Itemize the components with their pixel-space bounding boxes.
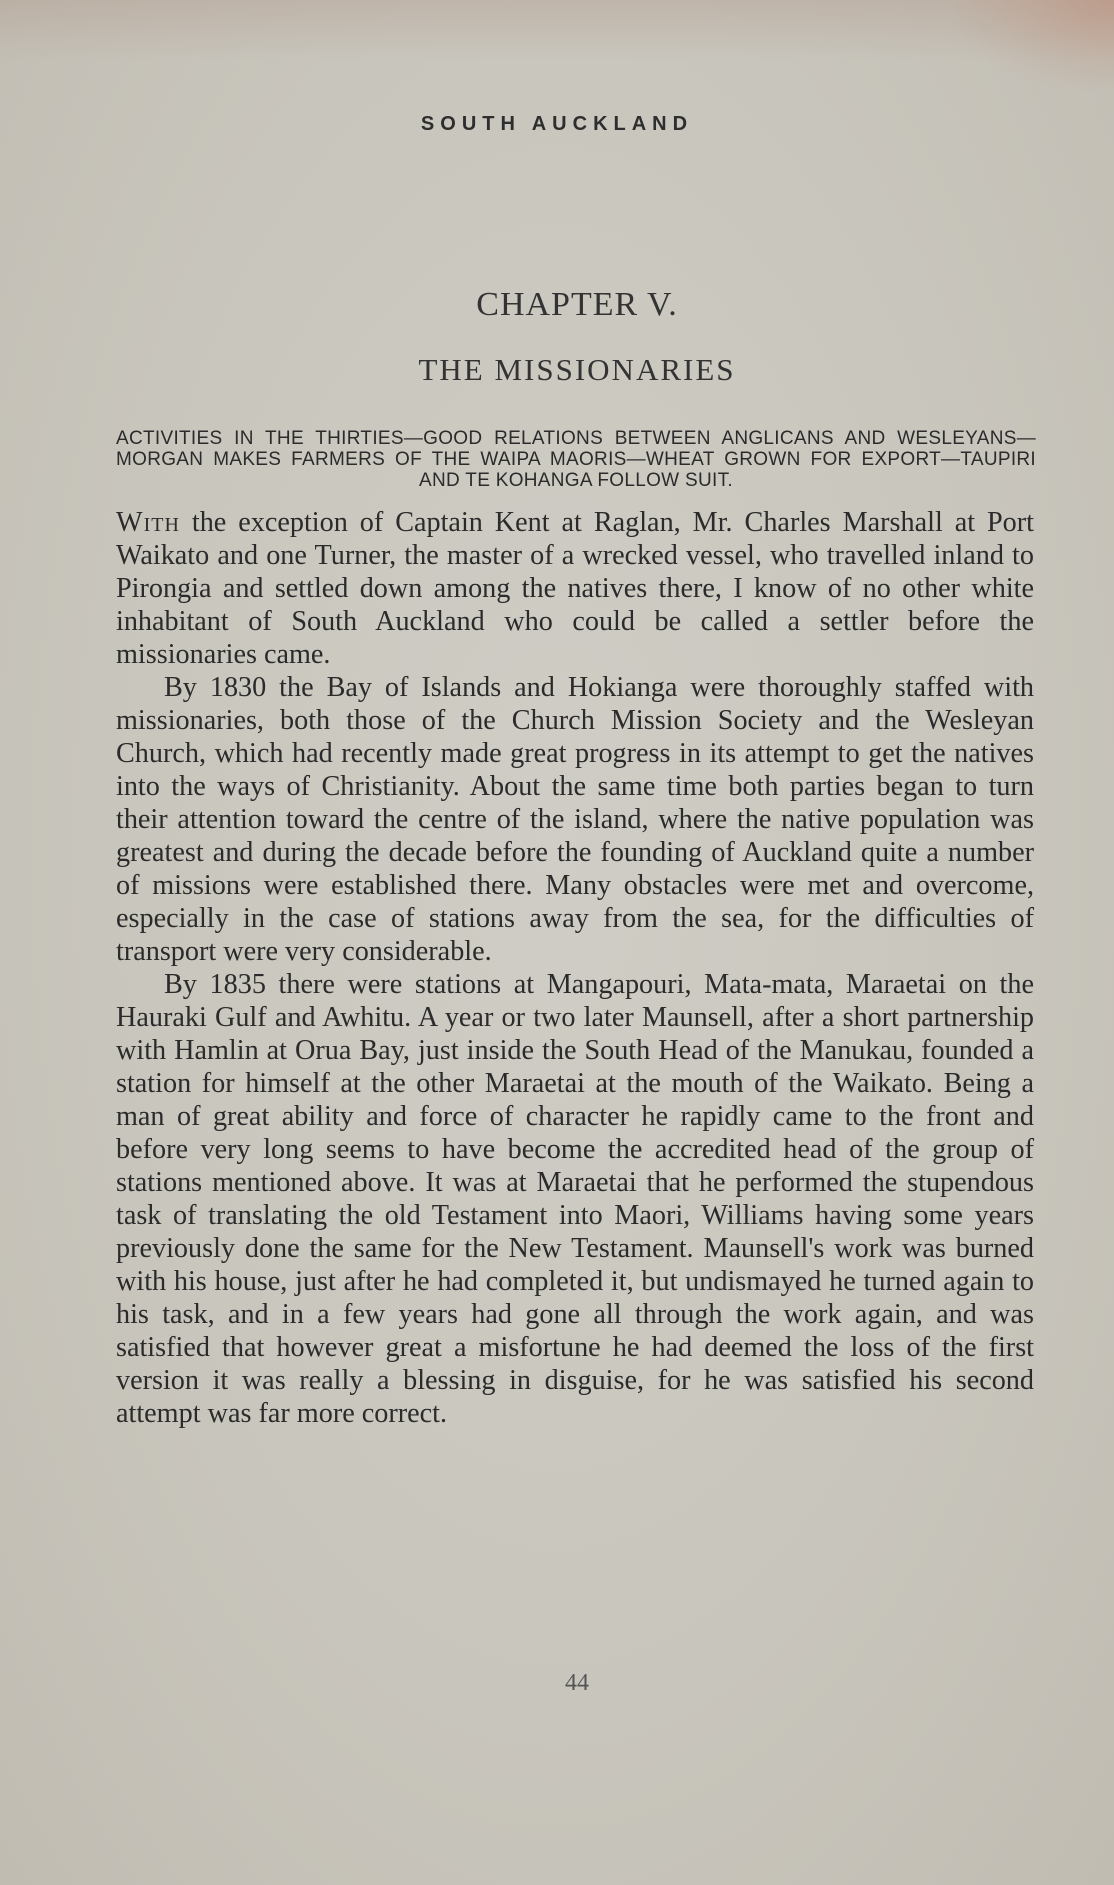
paragraph-1-text: the exception of Captain Kent at Raglan, Mr. Charles Marshall at Port Waikato and one Turner, the master of a wrecked vessel, who travelled inland to Pirongia and settled down among the natives there, I know of no other white inhabitant of South Auckland who could be called a settler before the missionaries came.	[116, 507, 1034, 670]
paper-stain-corner	[954, 0, 1114, 90]
paragraph-3: By 1835 there were stations at Mangapouri, Mata-mata, Maraetai on the Hauraki Gulf and Awhitu. A year or two later Maunsell, after a short partnership with Hamlin at Orua Bay, just inside the South Head of the Manukau, founded a station for himself at the other Maraetai at the mouth of the Waikato. Being a man of great ability and force of character he rapidly came to the front and before very long seems to have become the accredited head of the group of stations mentioned above. It was at Maraetai that he performed the stupendous task of translating the old Testament into Maori, Williams having some years previously done the same for the New Testament. Maunsell's work was burned with his house, just after he had completed it, but undismayed he turned again to his task, and in a few years had gone all through the work again, and was satisfied that however great a misfortune he had deemed the loss of the first version it was really a blessing in disguise, for he was satisfied his second attempt was far more correct.	[116, 969, 1034, 1429]
paragraph-1	[116, 506, 1034, 671]
chapter-number: CHAPTER V.	[476, 286, 678, 323]
paragraph-2: By 1830 the Bay of Islands and Hokianga were thoroughly staffed with missionaries, both those of the Church Mission Society and the Wesleyan Church, which had recently made great progress in its attempt to get the natives into the ways of Christianity. About the same time both parties began to turn their attention toward the centre of the island, where the native population was greatest and during the decade before the founding of Auckland quite a number of missions were established there. Many obstacles were met and overcome, especially in the case of stations away from the sea, for the difficulties of transport were very considerable.	[116, 672, 1034, 967]
page-number: 44	[565, 1670, 589, 1696]
chapter-synopsis: ACTIVITIES IN THE THIRTIES—GOOD RELATIONS BETWEEN ANGLICANS AND WESLEYANS—MORGAN MAKES FARMERS OF THE WAIPA MAORIS—WHEAT GROWN FOR EXPORT—TAUPIRI AND TE KOHANGA FOLLOW SUIT.	[116, 428, 1036, 491]
body-text	[116, 506, 1034, 1430]
chapter-title: THE MISSIONARIES	[418, 352, 736, 387]
paragraph-lead-word: With	[116, 507, 180, 538]
paper-stain-top	[0, 0, 1114, 60]
running-head: SOUTH AUCKLAND	[420, 113, 694, 135]
